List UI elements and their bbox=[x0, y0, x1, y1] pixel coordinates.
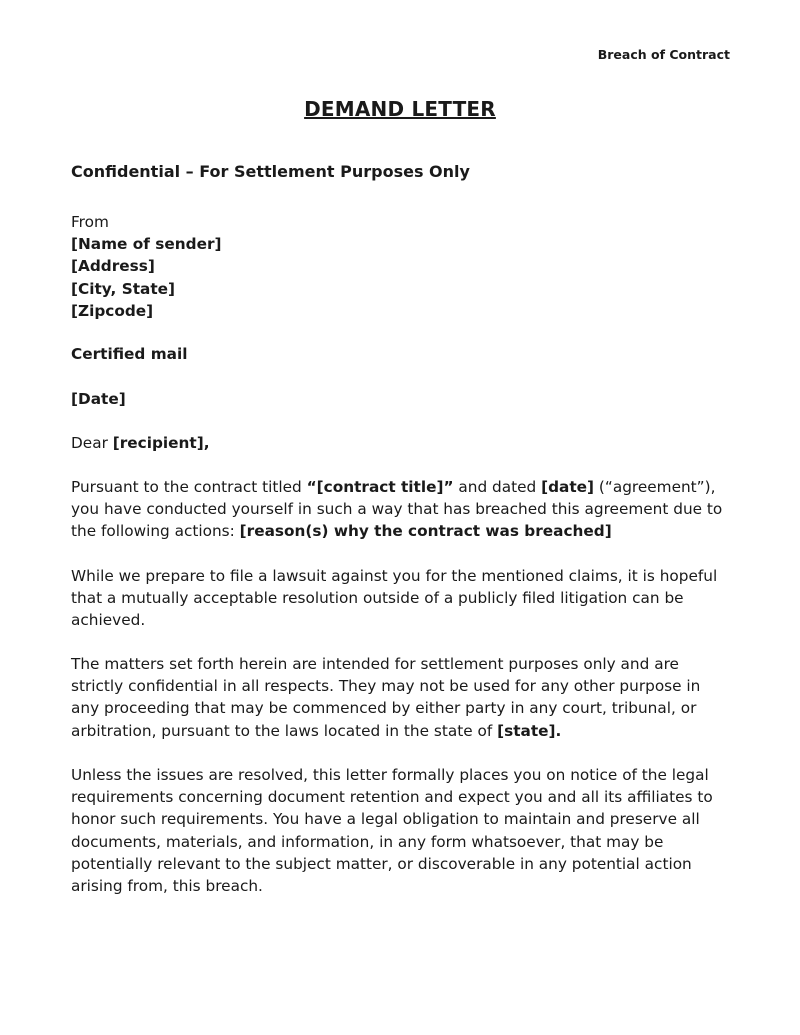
letter-subtitle: Confidential – For Settlement Purposes Only bbox=[71, 162, 470, 181]
letter-title: DEMAND LETTER bbox=[304, 97, 496, 121]
paragraph-contract: Pursuant to the contract titled “[contract title]” and dated [date] (“agreement”), you have conducted yourself in such a way that has breached this agreement due to the following actions: [reason(s) why the contract was breached] bbox=[71, 478, 723, 541]
sender-city-state: [City, State] bbox=[71, 279, 176, 298]
salutation: Dear [recipient], bbox=[71, 434, 210, 452]
sender-block bbox=[71, 211, 731, 322]
sender-address: [Address] bbox=[71, 257, 155, 276]
paragraph-confidential: The matters set forth herein are intended for settlement purposes only and are strictly confidential in all respects. They may not be used for any other purpose in any proceeding that may be commenced by either party in any court, tribunal, or arbitration, pursuant to the laws located in the state of [state]. bbox=[71, 655, 701, 740]
header-note: Breach of Contract bbox=[597, 47, 730, 62]
from-label: From bbox=[71, 213, 109, 231]
letter-date: [Date] bbox=[71, 390, 126, 408]
paragraph-lawsuit: While we prepare to file a lawsuit against you for the mentioned claims, it is hopeful that a mutually acceptable resolution outside of a publicly filed litigation can be achieved. bbox=[71, 567, 718, 630]
sender-name: [Name of sender] bbox=[71, 235, 222, 254]
delivery-method: Certified mail bbox=[71, 345, 188, 363]
paragraph-retention: Unless the issues are resolved, this letter formally places you on notice of the legal requirements concerning document retention and expect you and all its affiliates to honor such requirements. You have a legal obligation to maintain and preserve all documents, materials, and information, in any form whatsoever, that may be potentially relevant to the subject matter, or discoverable in any potential action arising from, this breach. bbox=[71, 766, 713, 896]
sender-zipcode: [Zipcode] bbox=[71, 301, 154, 320]
